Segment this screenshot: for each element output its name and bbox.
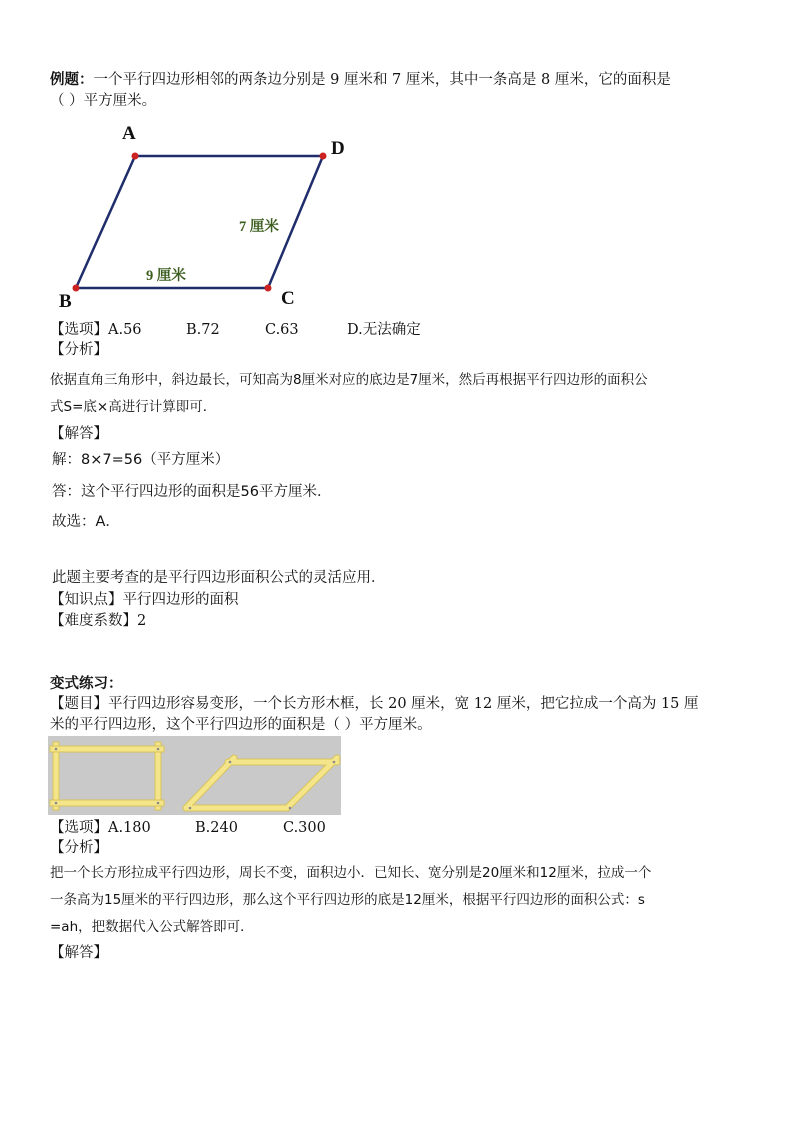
example-label: 例题： [50, 71, 94, 88]
variant-analysis-tag: 【分析】 [50, 840, 108, 856]
options-tag: 【选项】 [50, 322, 108, 338]
example-difficulty [50, 611, 146, 631]
example-answer-line2: 答：这个平行四边形的面积是56平方厘米． [52, 484, 332, 500]
example-question-line1 [50, 70, 671, 90]
option-b: B.72 [186, 322, 220, 338]
parallelogram-shape [76, 156, 323, 288]
vertex-c-label: C [281, 288, 295, 309]
variant-option-c: C.300 [283, 820, 326, 836]
knowledge-tag: 【知识点】 [50, 592, 123, 608]
variant-answer-tag: 【解答】 [50, 945, 108, 961]
variant-options-tag: 【选项】 [50, 820, 108, 836]
example-answer-line1: 解：8×7=56（平方厘米） [52, 452, 230, 468]
variant-question-text-1: 平行四边形容易变形，一个长方形木框，长 20 厘米，宽 12 厘米，把它拉成一个高为 15 厘 [108, 696, 699, 712]
variant-question-line1 [50, 694, 699, 714]
example-question-line2: （ ）平方厘米。 [50, 93, 157, 109]
difficulty-tag: 【难度系数】 [50, 613, 137, 629]
option-a: A.56 [108, 322, 142, 338]
vertex-d-label: D [331, 138, 345, 159]
point-b [73, 285, 80, 292]
vertex-a-label: A [122, 123, 136, 144]
variant-analysis-line1: 把一个长方形拉成平行四边形，周长不变，面积边小．已知长、宽分别是20厘米和12厘米，拉成一个 [50, 865, 652, 881]
point-a [132, 153, 139, 160]
variant-option-b: B.240 [195, 820, 238, 836]
side-label-right: 7 厘米 [239, 219, 279, 235]
point-d [320, 153, 327, 160]
point-c [265, 285, 272, 292]
example-comment: 此题主要考查的是平行四边形面积公式的灵活应用． [52, 570, 386, 586]
example-answer-line3: 故选：A． [52, 514, 120, 530]
variant-analysis-line2: 一条高为15厘米的平行四边形，那么这个平行四边形的底是12厘米，根据平行四边形的面积公式：s [50, 892, 645, 908]
variant-analysis-line3: =ah，把数据代入公式解答即可． [50, 919, 254, 935]
example-knowledge [50, 590, 239, 610]
variant-option-a: A.180 [108, 820, 151, 836]
variant-question-line2: 米的平行四边形，这个平行四边形的面积是（ ）平方厘米。 [50, 717, 432, 733]
side-label-bottom: 9 厘米 [146, 268, 186, 284]
example-analysis-tag: 【分析】 [50, 342, 108, 358]
parallelogram-figure [50, 118, 370, 314]
variant-options [50, 818, 326, 838]
option-d: D.无法确定 [347, 322, 421, 338]
example-analysis-line1: 依据直角三角形中，斜边最长，可知高为8厘米对应的底边是7厘米，然后再根据平行四边形的面积公 [50, 372, 648, 388]
wooden-frame-figure [48, 736, 341, 815]
variant-label: 变式练习： [50, 675, 123, 692]
example-options [50, 320, 421, 340]
variant-question-tag: 【题目】 [50, 696, 108, 712]
vertex-b-label: B [59, 291, 72, 312]
example-answer-tag: 【解答】 [50, 426, 108, 442]
difficulty-value: 2 [137, 613, 147, 629]
knowledge-value: 平行四边形的面积 [122, 592, 239, 608]
example-question-text-1: 一个平行四边形相邻的两条边分别是 9 厘米和 7 厘米，其中一条高是 8 厘米，它的面积是 [93, 72, 671, 88]
option-c: C.63 [265, 322, 299, 338]
example-analysis-line2: 式S=底×高进行计算即可． [50, 399, 217, 415]
